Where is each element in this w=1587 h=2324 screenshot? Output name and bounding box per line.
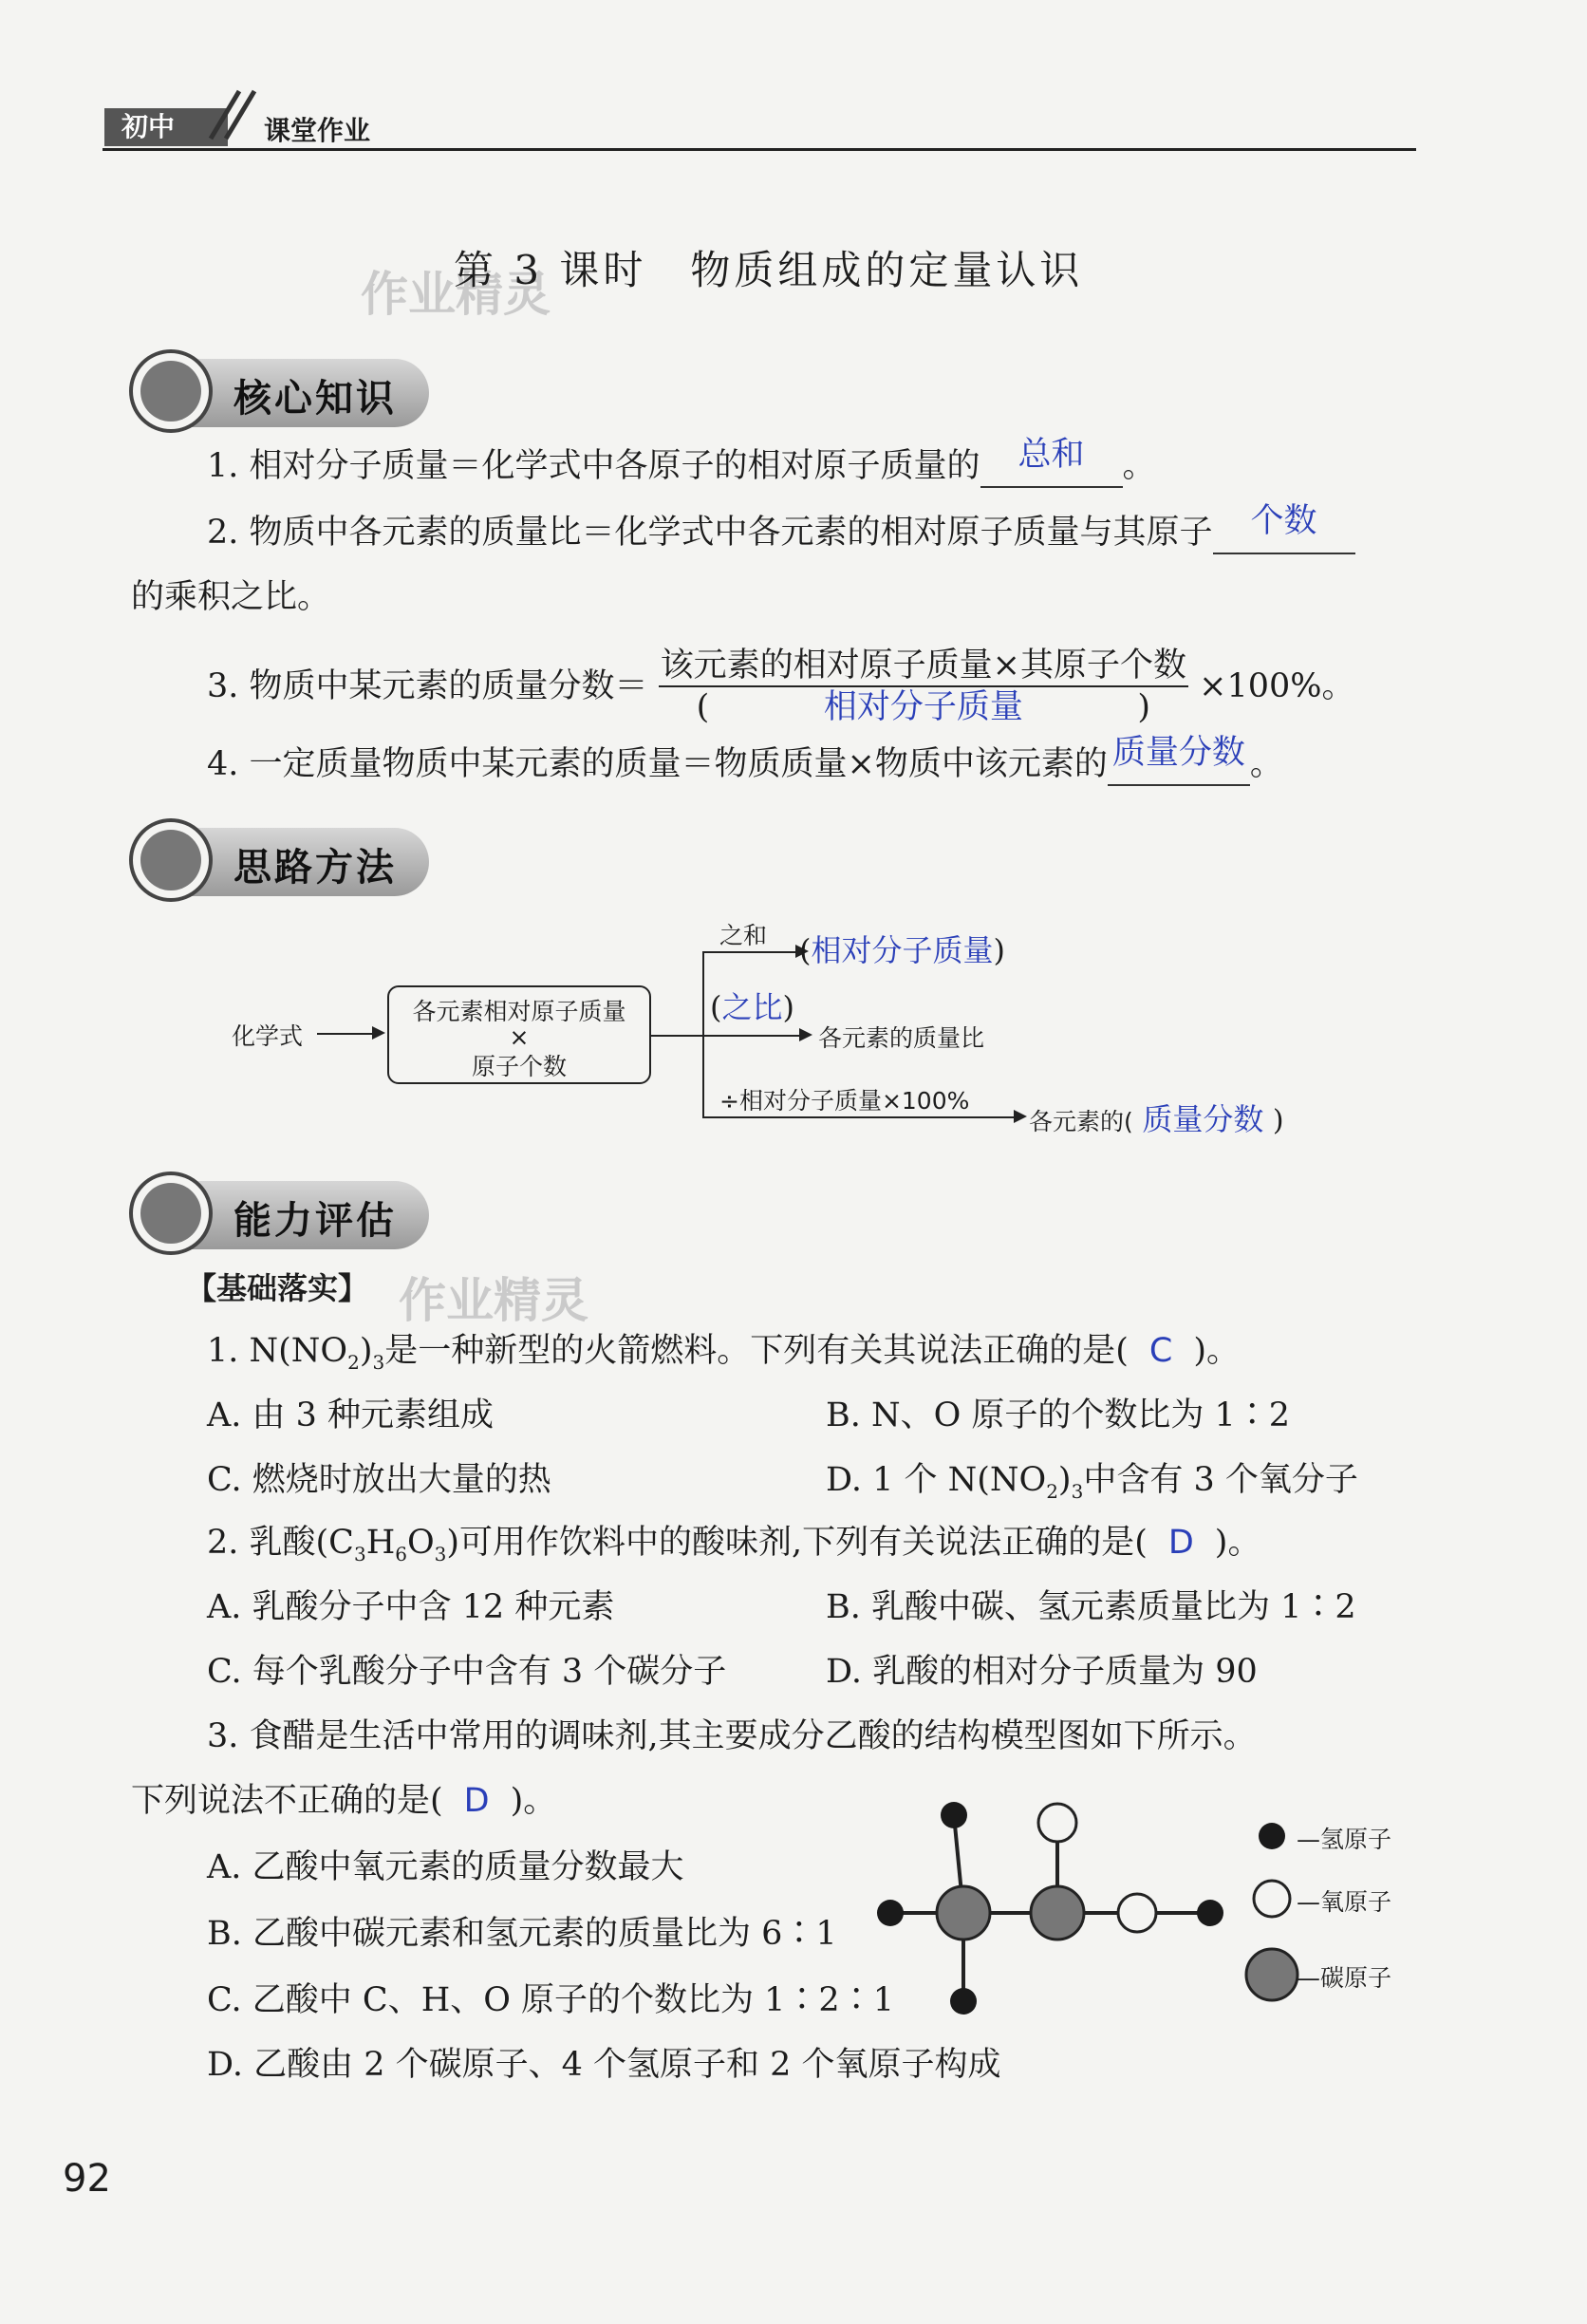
legend-carbon: —碳原子 bbox=[1297, 1964, 1392, 1992]
flow-branch2-label: (之比) bbox=[710, 989, 794, 1025]
hydrogen-atom bbox=[1197, 1900, 1223, 1926]
flow-start: 化学式 bbox=[232, 1022, 304, 1050]
answer: D bbox=[463, 1782, 490, 1820]
flow-branch1-label: 之和 bbox=[719, 922, 768, 949]
q2-stem: 2. 乳酸$(C_3H_6O_3)$可用作饮料中的酸味剂,下列有关说法正确的是( D )。 bbox=[207, 1524, 1261, 1565]
core-item-2-cont: 的乘积之比。 bbox=[131, 578, 331, 616]
core-item-4: 4. 一定质量物质中某元素的质量＝物质质量×物质中该元素的 质量分数 。 bbox=[207, 744, 1283, 786]
hydrogen-atom bbox=[877, 1900, 904, 1926]
fraction: 该元素的相对原子质量×其原子个数 ( 相对分子质量 ) bbox=[660, 647, 1186, 726]
q3-option-b: B. 乙酸中碳元素和氢元素的质量比为 6∶1 bbox=[207, 1915, 837, 1953]
q2-option-d: D. 乳酸的相对分子质量为 90 bbox=[826, 1653, 1258, 1691]
answer: 总和 bbox=[1018, 436, 1085, 474]
q3-option-c: C. 乙酸中 C、H、O 原子的个数比为 1∶2∶1 bbox=[207, 1981, 894, 2019]
flow-branch1-result: (相对分子质量) bbox=[799, 932, 1005, 968]
carbon-atom bbox=[937, 1886, 990, 1940]
section-core-title: 核心知识 bbox=[233, 377, 397, 421]
flow-branch3-label: ÷相对分子质量×100% bbox=[719, 1087, 970, 1115]
q3-option-a: A. 乙酸中氧元素的质量分数最大 bbox=[207, 1848, 684, 1886]
core-item-2: 2. 物质中各元素的质量比＝化学式中各元素的相对原子质量与其原子 个数 bbox=[207, 513, 1355, 554]
core-item-1: 1. 相对分子质量＝化学式中各原子的相对原子质量的 总和 。 bbox=[207, 446, 1156, 488]
watermark: 作业精灵 bbox=[361, 267, 551, 322]
q3-option-d: D. 乙酸由 2 个碳原子、4 个氢原子和 2 个氧原子构成 bbox=[207, 2046, 1001, 2084]
legend-oxygen: —氧原子 bbox=[1297, 1888, 1392, 1916]
section-core-badge bbox=[135, 359, 429, 427]
flow-branch3-result: 各元素的( 质量分数 ) bbox=[1029, 1101, 1284, 1137]
page-number: 92 bbox=[63, 2157, 111, 2201]
section-method-title: 思路方法 bbox=[233, 846, 397, 890]
answer: D bbox=[1167, 1524, 1194, 1562]
q1-stem: 1. $N(NO_2)_3$是一种新型的火箭燃料。下列有关其说法正确的是( C )。 bbox=[207, 1332, 1241, 1374]
carbon-atom bbox=[1031, 1886, 1084, 1940]
q1-option-c: C. 燃烧时放出大量的热 bbox=[207, 1461, 551, 1499]
book-icon bbox=[129, 349, 213, 433]
flow-branch2-result: 各元素的质量比 bbox=[818, 1024, 985, 1052]
header-rule bbox=[103, 148, 1416, 151]
q2-option-a: A. 乳酸分子中含 12 种元素 bbox=[207, 1588, 615, 1626]
book-icon bbox=[129, 1171, 213, 1255]
q1-option-a: A. 由 3 种元素组成 bbox=[207, 1396, 495, 1434]
q3-stem: 3. 食醋是生活中常用的调味剂,其主要成分乙酸的结构模型图如下所示。 bbox=[207, 1717, 1257, 1755]
section-method-badge bbox=[135, 828, 429, 896]
oxygen-atom bbox=[1038, 1804, 1076, 1842]
legend-hydrogen: —氢原子 bbox=[1297, 1826, 1392, 1853]
legend-icons bbox=[1243, 1821, 1300, 2011]
page-title: 第 3 课时 物质组成的定量认识 bbox=[454, 247, 1084, 293]
answer: 质量分数 bbox=[1111, 734, 1245, 772]
q1-option-b: B. N、O 原子的个数比为 1∶2 bbox=[826, 1396, 1291, 1434]
answer: 相对分子质量 bbox=[823, 688, 1023, 726]
q2-option-c: C. 每个乳酸分子中含有 3 个碳分子 bbox=[207, 1653, 727, 1691]
answer: 相对分子质量 bbox=[811, 932, 994, 968]
oxygen-atom bbox=[1118, 1894, 1156, 1932]
flow-box: 各元素相对原子质量 × 原子个数 bbox=[387, 985, 651, 1084]
section-ability-badge bbox=[135, 1181, 429, 1249]
series-name: 课堂作业 bbox=[264, 115, 371, 146]
hydrogen-atom bbox=[941, 1802, 967, 1828]
book-icon bbox=[129, 818, 213, 902]
acetic-acid-model bbox=[854, 1785, 1253, 2032]
double-chevron-icon bbox=[201, 82, 268, 148]
answer: 个数 bbox=[1250, 502, 1317, 540]
section-ability-title: 能力评估 bbox=[233, 1199, 397, 1243]
q3-stem-cont: 下列说法不正确的是( D )。 bbox=[131, 1782, 557, 1820]
watermark: 作业精灵 bbox=[399, 1273, 588, 1328]
level-tag: 初中 bbox=[104, 108, 228, 146]
hydrogen-atom bbox=[950, 1988, 977, 2015]
answer: C bbox=[1148, 1332, 1173, 1370]
q2-option-b: B. 乳酸中碳、氢元素质量比为 1∶2 bbox=[826, 1588, 1356, 1626]
q1-option-d: D. 1 个 $N(NO_2)_3$中含有 3 个氧分子 bbox=[826, 1461, 1358, 1503]
answer: 质量分数 bbox=[1142, 1101, 1264, 1137]
core-item-3: 3. 物质中某元素的质量分数＝ 该元素的相对原子质量×其原子个数 ( 相对分子质量 ) ×100%。 bbox=[207, 647, 1355, 726]
sub-header: 【基础落实】 bbox=[186, 1270, 369, 1306]
answer: 之比 bbox=[721, 989, 783, 1025]
